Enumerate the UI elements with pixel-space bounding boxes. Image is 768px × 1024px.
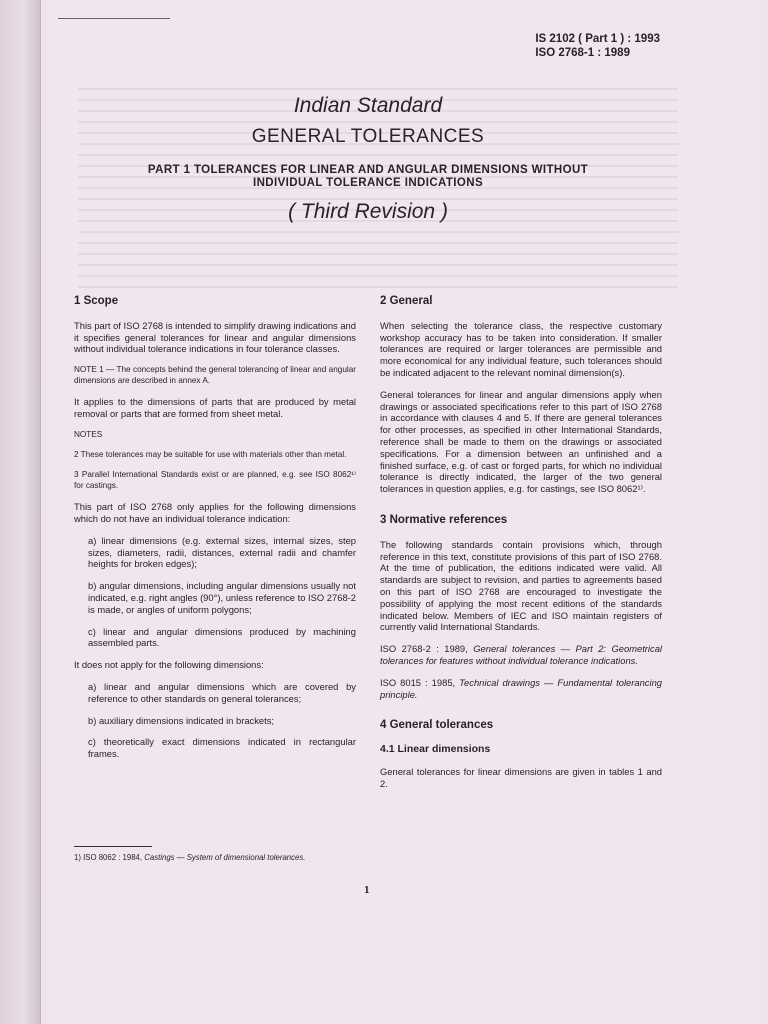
scope-paragraph-2: It applies to the dimensions of parts that are produced by metal removal or parts that are formed from sheet metal.: [74, 396, 356, 419]
scope-paragraph-3: This part of ISO 2768 only applies for the following dimensions which do not have an individual tolerance indication:: [74, 501, 356, 525]
footnote: [74, 853, 305, 862]
exclusion-item-b: b) auxiliary dimensions indicated in brackets;: [88, 714, 275, 726]
scope-paragraph-4: It does not apply for the following dimensions:: [74, 659, 264, 671]
notes-label: NOTES: [74, 429, 103, 439]
note-1: NOTE 1 — The concepts behind the general tolerancing of linear and angular dimensions are described in annex A.: [74, 365, 356, 385]
linear-dimensions-paragraph: General tolerances for linear dimensions are given in tables 1 and 2.: [380, 765, 662, 789]
part-title: [48, 164, 688, 190]
left-column: [74, 296, 356, 770]
revision-label: ( Third Revision ): [288, 200, 448, 223]
scope-item-b: b) angular dimensions, including angular dimensions usually not indicated, e.g. right angles (90°), unless reference to ISO 2768-2 is made, or angles of uniform polygons;: [88, 580, 356, 615]
reference-1-title: General tolerances — Part 2: Geometrical tolerances for features without individual tolerance indications.: [380, 643, 662, 666]
section-heading-normative-references: 3 Normative references: [380, 513, 508, 526]
book-binding-edge: [0, 0, 41, 1024]
part-title-line1: PART 1 TOLERANCES FOR LINEAR AND ANGULAR DIMENSIONS WITHOUT: [147, 164, 589, 176]
normative-reference-2: [380, 677, 662, 701]
normative-paragraph: The following standards contain provisions which, through reference in this text, constitute provisions of this part of ISO 2768. At the time of publication, the editions indicated were valid. All standards are subject to revision, and parties to agreements based on this part of ISO 2768 are encouraged to investigate the possibility of applying the most recent editions of the standards indicated below. Members of IEC and ISO maintain registers of currently valid International Standards.: [380, 538, 662, 633]
footnote-code: 1) ISO 8062 : 1984,: [74, 853, 143, 862]
standard-reference: [535, 32, 660, 60]
footnote-rule: [74, 846, 152, 847]
exclusion-item-c: c) theoretically exact dimensions indicated in rectangular frames.: [88, 736, 356, 760]
general-paragraph-2: General tolerances for linear and angular dimensions apply when drawings or associated specifications refer to this part of ISO 2768 in accordance with clauses 4 and 5. If there are general tolerances for other processes, as specified in other International Standards, reference shall be made to them on the drawings or associated specifications. For a dimension between an unfinished and a finished surface, e.g. of cast or forged parts, for which no individual tolerance is directly indicated, the larger of the two general tolerances in question applies, e.g. for castings, see ISO 8062¹⁾.: [380, 388, 662, 495]
part-title-line2: INDIVIDUAL TOLERANCE INDICATIONS: [252, 177, 484, 189]
normative-reference-1: [380, 643, 662, 667]
subsection-heading-linear-dimensions: 4.1 Linear dimensions: [380, 743, 491, 756]
scope-item-a: a) linear dimensions (e.g. external sizes, internal sizes, step sizes, diameters, radii, distances, external radii and chamfer heights for broken edges);: [88, 534, 356, 570]
page-number: 1: [364, 884, 370, 896]
scope-item-c: c) linear and angular dimensions produced by machining assembled parts.: [88, 625, 356, 649]
section-heading-general-tolerances: 4 General tolerances: [380, 719, 494, 732]
reference-2-title: Technical drawings — Fundamental tolerancing principle.: [380, 676, 662, 700]
document-title: Indian Standard: [293, 94, 443, 117]
exclusion-item-a: a) linear and angular dimensions which are covered by reference to other standards on general tolerances;: [88, 680, 356, 704]
right-column: [380, 296, 662, 800]
note-3: 3 Parallel International Standards exist or are planned, e.g. see ISO 8062¹⁾ for castings.: [74, 470, 356, 490]
footnote-title: Castings — System of dimensional tolerances.: [144, 853, 306, 862]
note-2: 2 These tolerances may be suitable for use with materials other than metal.: [74, 450, 347, 459]
section-heading-scope: 1 Scope: [74, 295, 119, 307]
general-paragraph-1: When selecting the tolerance class, the respective customary workshop accuracy has to be taken into consideration. If smaller tolerances are required or larger tolerances are permissible and more economical for any individual feature, such tolerances should be indicated adjacent to the relevant nominal dimension(s).: [380, 319, 662, 378]
main-title: GENERAL TOLERANCES: [251, 126, 485, 147]
scope-paragraph-1: This part of ISO 2768 is intended to simplify drawing indications and it specifies general tolerances for linear and angular dimensions without individual tolerance indications in four tolerance classes.: [74, 319, 356, 355]
standard-ref-is: IS 2102 ( Part 1 ) : 1993: [535, 33, 660, 45]
reference-1-code: ISO 2768-2 : 1989,: [380, 643, 468, 655]
standard-ref-iso: ISO 2768-1 : 1989: [535, 47, 630, 59]
reference-2-code: ISO 8015 : 1985,: [380, 676, 456, 688]
top-rule: [58, 18, 170, 19]
section-heading-general: 2 General: [380, 295, 433, 307]
